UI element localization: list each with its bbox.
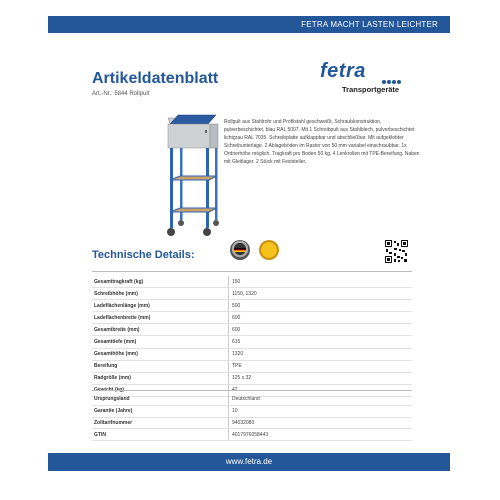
guarantee-seal-icon bbox=[259, 240, 279, 260]
made-in-germany-icon bbox=[230, 240, 250, 260]
spec-label: Bereifung bbox=[92, 360, 229, 372]
article-number: Art.-Nr.: 5844 Rollpult bbox=[92, 91, 150, 97]
footer-band bbox=[48, 453, 450, 471]
table-row bbox=[92, 360, 412, 372]
spec-label: Garantie (Jahre) bbox=[92, 405, 229, 417]
qr-code-icon bbox=[385, 240, 408, 263]
table-row bbox=[92, 336, 412, 348]
spec-label: Gesamtbreite (mm) bbox=[92, 324, 229, 336]
table-row bbox=[92, 276, 412, 288]
logo-wordmark: fetra bbox=[320, 60, 366, 82]
header-band bbox=[48, 16, 450, 33]
table-row bbox=[92, 417, 412, 429]
spec-label: Zolltarifnummer bbox=[92, 417, 229, 429]
origin-table bbox=[92, 394, 412, 441]
table-row bbox=[92, 324, 412, 336]
spec-table bbox=[92, 276, 412, 397]
spec-value: 10 bbox=[229, 405, 413, 417]
product-image bbox=[120, 112, 240, 252]
table-row bbox=[92, 429, 412, 441]
spec-value: 615 bbox=[229, 336, 413, 348]
spec-label: GTIN bbox=[92, 429, 229, 441]
spec-value: TPE bbox=[229, 360, 413, 372]
spec-label: Ursprungsland bbox=[92, 394, 229, 405]
spec-value: 1150, 1320 bbox=[229, 288, 413, 300]
table-row bbox=[92, 348, 412, 360]
spec-label: Gesamttragkraft (kg) bbox=[92, 276, 229, 288]
spec-value: 4017976058443 bbox=[229, 429, 413, 441]
spec-value: 150 bbox=[229, 276, 413, 288]
product-description: Rollpult aus Stahlrohr und Profilstahl geschweißt, Schraubkonstruktion, pulverbeschichtet, blau RAL 5007. Mit 1 Schreibpult aus Stahlblech, pulverbeschichtet lichtgrau RAL 7035. Schreibplatte aufklappbar und abschließbar. Mit aufgeklebter Schreibunterlage. 2 Ablageböden im Raster von 50 mm variabel einschraubbar. 1x Ordnerhöhe möglich. Tragkraft pro Boden 50 kg. 4 Lenkrollen mit TPE-Bereifung, Naben mit Gleitlager. 2 Stück mit Feststeller. bbox=[224, 119, 420, 165]
spec-value: 94032080 bbox=[229, 417, 413, 429]
spec-value: 500 bbox=[229, 300, 413, 312]
page-title: Artikeldatenblatt bbox=[92, 70, 219, 87]
divider bbox=[92, 271, 412, 272]
table-row bbox=[92, 312, 412, 324]
spec-value: 1320 bbox=[229, 348, 413, 360]
table-row bbox=[92, 288, 412, 300]
slogan: FETRA MACHT LASTEN LEICHTER bbox=[301, 20, 438, 29]
divider bbox=[92, 390, 412, 391]
table-row bbox=[92, 300, 412, 312]
table-row bbox=[92, 372, 412, 384]
datasheet-page bbox=[48, 0, 450, 500]
spec-label: Ladeflächenbreite (mm) bbox=[92, 312, 229, 324]
spec-label: Gesamthöhe (mm) bbox=[92, 348, 229, 360]
spec-value: Deutschland bbox=[229, 394, 413, 405]
spec-label: Schreibhöhe (mm) bbox=[92, 288, 229, 300]
logo-subtitle: Transportgeräte bbox=[342, 85, 400, 94]
spec-value: 600 bbox=[229, 312, 413, 324]
footer-url[interactable]: www.fetra.de bbox=[225, 457, 273, 466]
fetra-logo bbox=[320, 60, 410, 100]
table-row bbox=[92, 405, 412, 417]
spec-value: 125 x 32 bbox=[229, 372, 413, 384]
spec-label: Gesamttiefe (mm) bbox=[92, 336, 229, 348]
spec-label: Radgröße (mm) bbox=[92, 372, 229, 384]
spec-label: Ladeflächenlänge (mm) bbox=[92, 300, 229, 312]
table-row bbox=[92, 394, 412, 405]
spec-value: 600 bbox=[229, 324, 413, 336]
section-title: Technische Details: bbox=[92, 249, 195, 261]
